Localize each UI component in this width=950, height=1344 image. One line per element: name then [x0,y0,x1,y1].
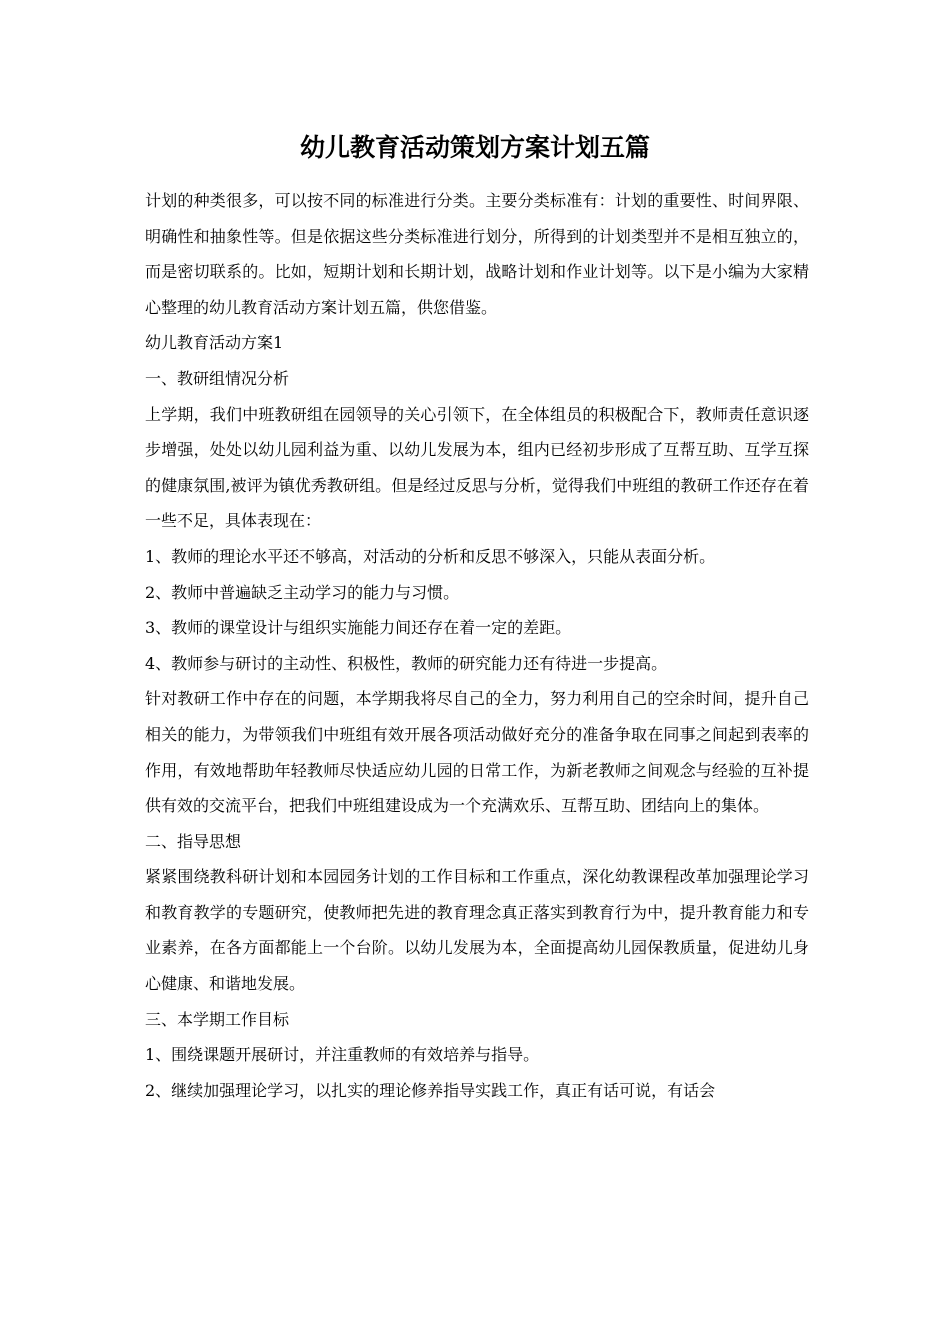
document-title: 幼儿教育活动策划方案计划五篇 [299,133,650,162]
list-item: 1、围绕课题开展研讨，并注重教师的有效培养与指导。 [145,1045,540,1065]
body-paragraph: 紧紧围绕教科研计划和本园园务计划的工作目标和工作重点，深化幼教课程改革加强理论学习和教育教学的专题研究，使教师把先进的教育理念真正落实到教育行为中，提升教育能力和专业素养，在各方面都能上一个台阶。以幼儿发展为本，全面提高幼儿园保教质量，促进幼儿身心健康、和谐地发展。 [145,867,809,994]
section-heading-1: 一、教研组情况分析 [145,368,290,388]
body-paragraph: 针对教研工作中存在的问题，本学期我将尽自己的全力，努力利用自己的空余时间，提升自己相关的能力，为带领我们中班组有效开展各项活动做好充分的准备争取在同事之间起到表率的作用，有效地帮助年轻教师尽快适应幼儿园的日常工作，为新老教师之间观念与经验的互补提供有效的交流平台，把我们中班组建设成为一个充满欢乐、互帮互助、团结向上的集体。 [145,689,809,816]
section-heading-3: 三、本学期工作目标 [145,1009,290,1029]
list-item: 2、继续加强理论学习，以扎实的理论修养指导实践工作，真正有话可说，有话会 [145,1080,716,1100]
list-item: 4、教师参与研讨的主动性、积极性，教师的研究能力还有待进一步提高。 [145,653,668,673]
document-body [145,183,809,1108]
list-item: 1、教师的理论水平还不够高，对活动的分析和反思不够深入，只能从表面分析。 [145,546,716,566]
plan-heading: 幼儿教育活动方案1 [145,333,284,353]
list-item: 3、教师的课堂设计与组织实施能力间还存在着一定的差距。 [145,618,572,638]
list-item: 2、教师中普遍缺乏主动学习的能力与习惯。 [145,582,460,602]
body-paragraph: 上学期，我们中班教研组在园领导的关心引领下，在全体组员的积极配合下，教师责任意识逐步增强，处处以幼儿园利益为重、以幼儿发展为本，组内已经初步形成了互帮互助、互学互探的健康氛围,被评为镇优秀教研组。但是经过反思与分析，觉得我们中班组的教研工作还存在着一些不足，具体表现在： [145,404,809,531]
intro-paragraph: 计划的种类很多，可以按不同的标准进行分类。主要分类标准有：计划的重要性、时间界限、明确性和抽象性等。但是依据这些分类标准进行划分，所得到的计划类型并不是相互独立的，而是密切联系的。比如，短期计划和长期计划，战略计划和作业计划等。以下是小编为大家精心整理的幼儿教育活动方案计划五篇，供您借鉴。 [145,191,809,317]
section-heading-2: 二、指导思想 [145,831,242,851]
